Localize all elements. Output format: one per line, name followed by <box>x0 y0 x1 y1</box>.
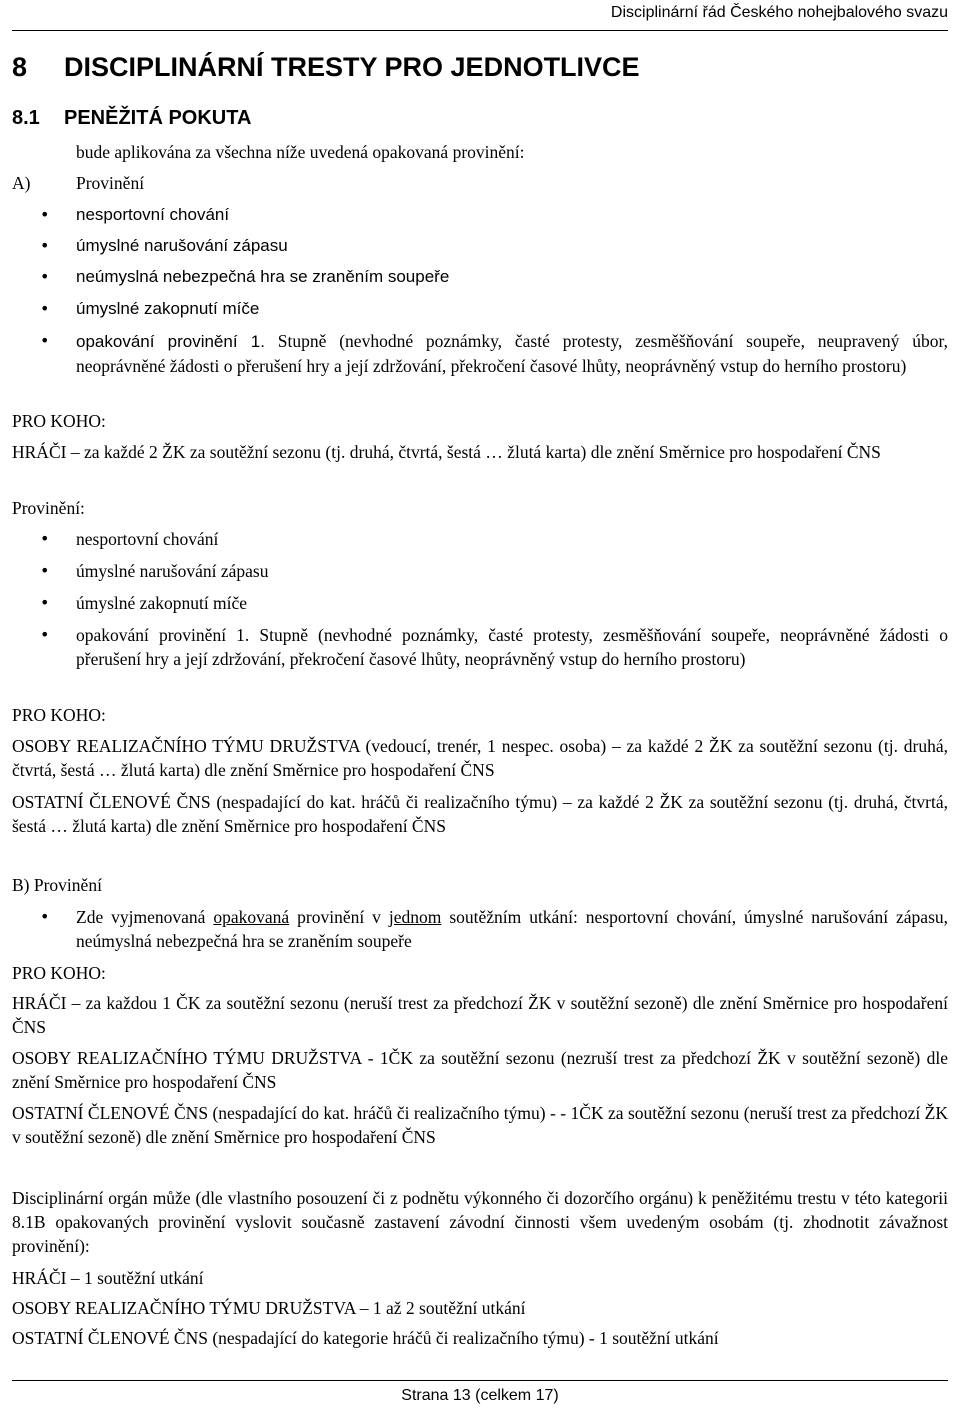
list-item-text: Zde vyjmenovaná <box>76 907 214 927</box>
chapter-number: 8 <box>12 52 28 82</box>
list-item: • nesportovní chování <box>76 527 948 551</box>
list-item: • neúmyslná nebezpečná hra se zraněním soupeře <box>76 265 948 289</box>
closing-ostatni: OSTATNÍ ČLENOVÉ ČNS (nespadající do kategorie hráčů či realizačního týmu) - 1 soutěžní utkání <box>12 1328 719 1348</box>
footer-rule <box>12 1380 948 1381</box>
list-item-text: Stupně (nevhodné poznámky, časté protesty, zesměšňování soupeře, neupravený úbor, neoprávněné žádosti o přerušení hry a její zdržování, překročení časové lhůty, neoprávněný vstup do herního prostoru) <box>76 331 948 376</box>
pro-koho-label: PRO KOHO: <box>12 705 106 725</box>
underlined-word: opakovaná <box>213 907 290 927</box>
list-item: • úmyslné zakopnutí míče <box>76 591 948 615</box>
ostatni-text: OSTATNÍ ČLENOVÉ ČNS (nespadající do kat. hráčů či realizačního týmu) – za každé 2 ŽK za soutěžní sezonu (tj. druhá, čtvrtá, šestá … žlutá karta) dle znění Směrnice pro hospodaření ČNS <box>12 792 948 836</box>
list-item-lead: opakování provinění 1. <box>76 332 265 351</box>
underlined-word: jednom <box>388 907 442 927</box>
list-item <box>76 905 948 953</box>
header-rule <box>12 30 948 31</box>
section-a-label <box>12 171 948 195</box>
section-heading <box>12 107 251 130</box>
running-header: Disciplinární řád Českého nohejbalového svazu <box>610 4 948 21</box>
section-a-title: Provinění <box>76 173 145 193</box>
section-b-label: B) Provinění <box>12 875 102 895</box>
pro-koho-label: PRO KOHO: <box>12 963 106 983</box>
closing-hraci: HRÁČI – 1 soutěžní utkání <box>12 1268 204 1288</box>
pro-koho-label: PRO KOHO: <box>12 411 106 431</box>
list-item <box>76 623 948 671</box>
list-item-text: soutěžním utkání: nesportovní chování, úmyslné narušování zápasu, neúmyslná nebezpečná hra se zraněním soupeře <box>76 907 949 951</box>
hraci-text: HRÁČI – za každé 2 ŽK za soutěžní sezonu (tj. druhá, čtvrtá, šestá … žlutá karta) dle znění Směrnice pro hospodaření ČNS <box>12 442 881 462</box>
list-item: • úmyslné zakopnutí míče <box>76 297 948 321</box>
intro-text: bude aplikována za všechna níže uvedená opakovaná provinění: <box>76 142 525 162</box>
closing-paragraph: Disciplinární orgán může (dle vlastního posouzení či z podnětu výkonného či dozorčího orgánu) k peněžitému trestu v této kategorii 8.1B opakovaných provinění vyslovit současně zastavení závodní činnosti všem uvedeným osobám (tj. zhodnotit závažnost provinění): <box>12 1188 948 1256</box>
list-item-lead: opakování provinění 1. <box>76 625 250 645</box>
ostatni-text: OSTATNÍ ČLENOVÉ ČNS (nespadající do kat. hráčů či realizačního týmu) - - 1ČK za soutěžní sezonu (neruší trest za předchozí ŽK v soutěžní sezoně) dle znění Směrnice pro hospodaření ČNS <box>12 1103 948 1147</box>
list-item <box>76 329 948 378</box>
hraci-text: HRÁČI – za každou 1 ČK za soutěžní sezonu (neruší trest za předchozí ŽK v soutěžní sezoně) dle znění Směrnice pro hospodaření ČNS <box>12 993 948 1037</box>
list-item-text: provinění v <box>289 907 389 927</box>
section-number: 8.1 <box>12 107 40 129</box>
list-item-text: Stupně (nevhodné poznámky, časté protesty, zesměšňování soupeře, neoprávněné žádosti o přerušení hry a její zdržování, překročení časové lhůty, neoprávněný vstup do herního prostoru) <box>76 625 948 669</box>
provineni-label: Provinění: <box>12 498 85 518</box>
list-item: • úmyslné narušování zápasu <box>76 234 948 258</box>
chapter-heading <box>12 52 640 83</box>
list-item: • úmyslné narušování zápasu <box>76 559 948 583</box>
section-title: PENĚŽITÁ POKUTA <box>64 107 252 129</box>
chapter-title: DISCIPLINÁRNÍ TRESTY PRO JEDNOTLIVCE <box>64 52 640 82</box>
osoby-text: OSOBY REALIZAČNÍHO TÝMU DRUŽSTVA - 1ČK za soutěžní sezonu (nezruší trest za předchozí ŽK v soutěžní sezoně) dle znění Směrnice pro hospodaření ČNS <box>12 1048 948 1092</box>
list-item: • nesportovní chování <box>76 203 948 227</box>
section-a-marker: A) <box>12 173 31 193</box>
osoby-text: OSOBY REALIZAČNÍHO TÝMU DRUŽSTVA (vedoucí, trenér, 1 nespec. osoba) – za každé 2 ŽK za soutěžní sezonu (tj. druhá, čtvrtá, šestá … žlutá karta) dle znění Směrnice pro hospodaření ČNS <box>12 736 948 780</box>
page-number: Strana 13 (celkem 17) <box>401 1387 559 1404</box>
closing-osoby: OSOBY REALIZAČNÍHO TÝMU DRUŽSTVA – 1 až 2 soutěžní utkání <box>12 1298 526 1318</box>
